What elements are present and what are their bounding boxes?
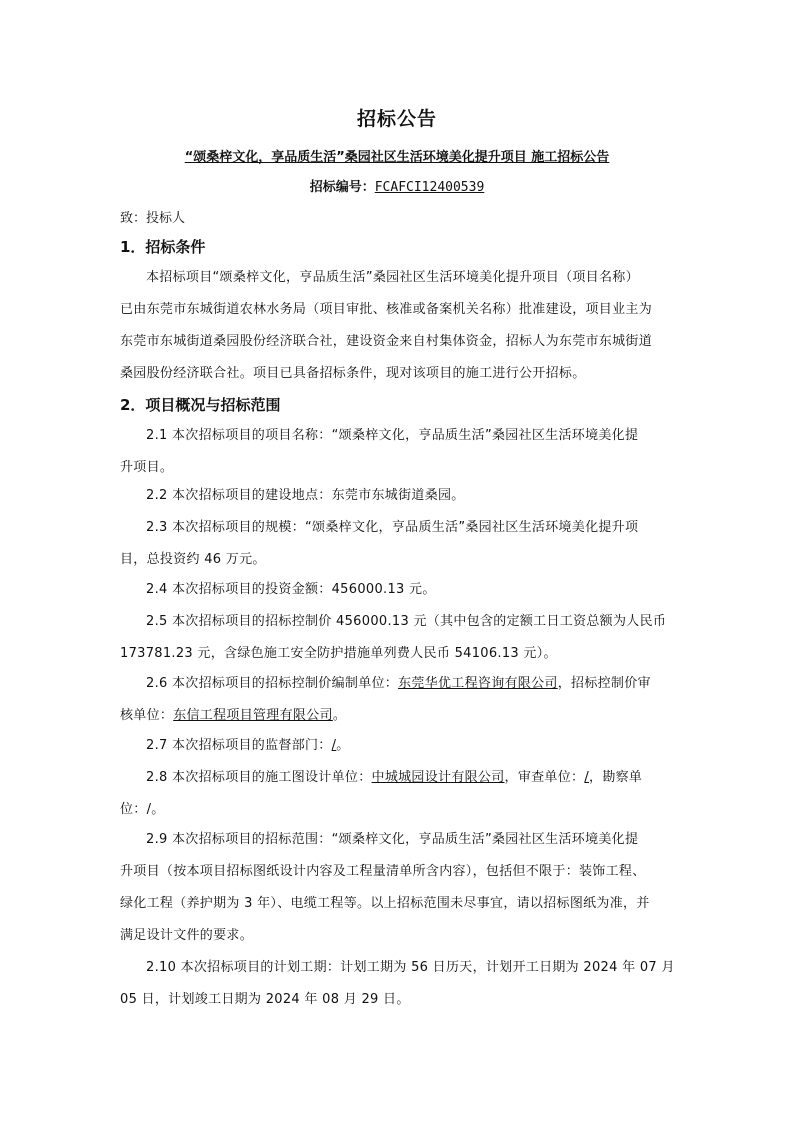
item-2-3: 2.3 本次招标项目的规模：“颂桑梓文化，亨品质生活”桑园社区生活环境美化提升项 目，总投资约 46 万元。: [120, 520, 639, 567]
item-2-9: 2.9 本次招标项目的招标范围：“颂桑梓文化，亨品质生活”桑园社区生活环境美化提 升项目（按本项目招标图纸设计内容及工程量清单所含内容），包括但不限于：装饰工程、 绿化工程（养护期为 3 年）、电缆工程等。以上招标范围未尽事宜，请以招标图纸为准，并 满足设计文件的要求。: [120, 832, 650, 943]
tender-number-value: FCAFCI12400539: [374, 180, 485, 195]
item-2-4: 2.4 本次招标项目的投资金额：456000.13 元。: [146, 582, 436, 597]
design-org: 中城城园设计有限公司: [371, 770, 505, 785]
item-2-8: 2.8 本次招标项目的施工图设计单位：中城城园设计有限公司，审查单位：/，勘察单 位：/。: [120, 770, 643, 817]
section-2-heading: 2．项目概况与招标范围: [120, 396, 281, 414]
item-2-7: 2.7 本次招标项目的监督部门：/。: [146, 738, 350, 753]
item-2-6: 2.6 本次招标项目的招标控制价编制单位：东莞华优工程咨询有限公司，招标控制价审 核单位：东信工程项目管理有限公司。: [120, 676, 651, 723]
item-2-1: 2.1 本次招标项目的项目名称：“颂桑梓文化，亨品质生活”桑园社区生活环境美化提 升项目。: [120, 428, 639, 475]
notice-subtitle: “颂桑梓文化，享品质生活”桑园社区生活环境美化提升项目 施工招标公告: [184, 150, 610, 165]
item-2-10: 2.10 本次招标项目的计划工期：计划工期为 56 日历天，计划开工日期为 2024 年 07 月 05 日，计划竣工日期为 2024 年 08 月 29 日。: [120, 960, 675, 1007]
review-org: 东信工程项目管理有限公司: [173, 708, 333, 723]
tender-number: 招标编号：FCAFCI12400539: [309, 180, 485, 195]
addressee: 致：投标人: [120, 211, 186, 226]
control-price-org: 东莞华优工程咨询有限公司: [398, 676, 558, 691]
item-2-5: 2.5 本次招标项目的招标控制价 456000.13 元（其中包含的定额工日工资总额为人民币 173781.23 元，含绿色施工安全防护措施单列费人民币 54106.13 元）。: [120, 614, 667, 661]
item-2-2: 2.2 本次招标项目的建设地点：东莞市东城街道桑园。: [146, 488, 465, 503]
page-title: 招标公告: [356, 108, 437, 130]
section-1-paragraph: 本招标项目“颂桑梓文化，亨品质生活”桑园社区生活环境美化提升项目（项目名称） 已由东莞市东城街道农林水务局（项目审批、核准或备案机关名称）批准建设，项目业主为 东莞市东城街道桑园股份经济联合社，建设资金来自村集体资金，招标人为东莞市东城街道 桑园股份经济联合社。项目已具备招标条件，现对该项目的施工进行公开招标。: [120, 270, 653, 381]
section-1-heading: 1．招标条件: [120, 238, 206, 256]
